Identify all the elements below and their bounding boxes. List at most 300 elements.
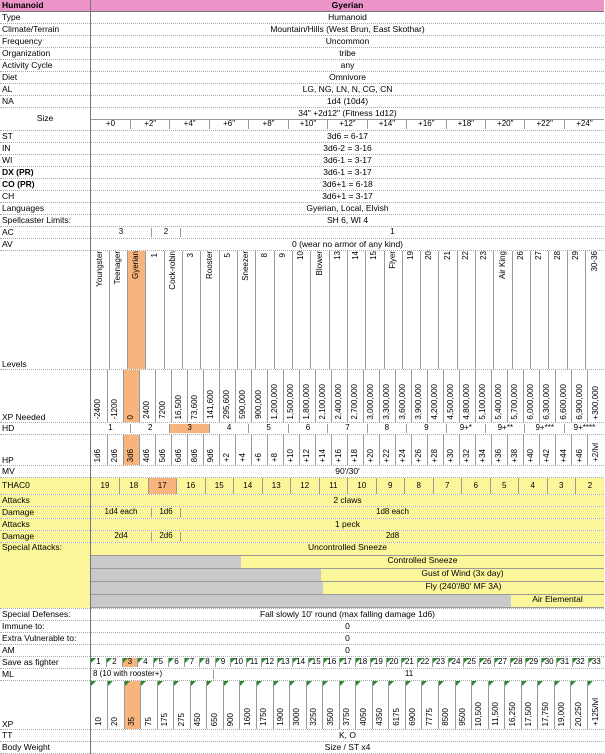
ability-section	[0, 131, 604, 203]
level-cell	[476, 251, 494, 369]
level-cell-text: 26	[515, 251, 525, 260]
save-cell: 25	[464, 658, 480, 667]
hp-cell	[444, 435, 460, 465]
thac0-cell: 15	[205, 478, 234, 494]
immune-label: Immune to:	[0, 621, 91, 633]
thac0-cell: 8	[405, 478, 434, 494]
xp-needed-cell	[428, 370, 444, 422]
xp-needed-cell-text: 73,600	[189, 394, 199, 420]
hd-cell: 5	[249, 424, 288, 433]
thac0-cell: 17	[148, 478, 177, 494]
xp-cell	[505, 681, 522, 729]
hd-cell: 9	[407, 424, 446, 433]
xp-cell	[339, 681, 356, 729]
thac0-cell: 6	[462, 478, 491, 494]
xp-cell	[157, 681, 174, 729]
xp-cell	[472, 681, 489, 729]
hd-row	[0, 423, 604, 435]
ability-st-row	[0, 131, 604, 143]
hp-label: HP	[0, 435, 91, 466]
header-row	[0, 0, 604, 12]
hd-cell: 6	[288, 424, 327, 433]
level-cell-text: Teenager	[113, 251, 123, 285]
hp-cell	[508, 435, 524, 465]
xp-needed-cell	[396, 370, 412, 422]
special-attack-text: Gust of Wind (3x day)	[421, 568, 504, 578]
xp-cell	[323, 681, 340, 729]
xp-cell	[124, 681, 141, 729]
xp-cell	[438, 681, 455, 729]
xp-needed-cell	[476, 370, 492, 422]
xp-needed-cell-text: 3,000,000	[366, 383, 376, 420]
xp-needed-cell	[107, 370, 123, 422]
level-cell-text: 9	[277, 252, 287, 257]
hp-cell	[283, 435, 299, 465]
info-na-value: 1d4 (10d4)	[91, 96, 605, 108]
body-weight-label: Body Weight	[0, 742, 91, 754]
xp-cells	[91, 681, 604, 729]
damage-cell: 2d4	[114, 532, 128, 541]
xp-cell	[488, 681, 505, 729]
size-step: +0	[105, 119, 116, 128]
info-activity-cycle-label: Activity Cycle	[0, 60, 91, 72]
header-name: Gyerian	[91, 0, 605, 12]
thac0-cells	[91, 478, 604, 494]
info-type-row	[0, 12, 604, 24]
hp-cell	[331, 435, 347, 465]
xp-needed-cell-text: 5,100,000	[478, 383, 488, 420]
level-cell	[457, 251, 475, 369]
xp-needed-cell-text: 6,600,000	[558, 383, 568, 420]
level-cell	[201, 251, 219, 369]
thac0-cell: 19	[100, 480, 110, 490]
save-cell: 31	[557, 658, 573, 667]
xp-needed-cell-text: 6,300,000	[542, 383, 552, 420]
immune-row	[0, 621, 604, 633]
hp-cell	[476, 435, 492, 465]
attacks-peck-label: Attacks	[0, 519, 91, 531]
level-cell	[421, 251, 439, 369]
save-cell: 24	[448, 658, 464, 667]
xp-cell-text: 10,500	[474, 701, 484, 727]
level-cell-text: Rooster	[204, 251, 214, 280]
xp-needed-cell	[348, 370, 364, 422]
xp-needed-cell-text: -2400	[93, 398, 103, 420]
damage-cell: 2d8	[181, 532, 605, 541]
attacks-claws-value: 2 claws	[91, 495, 605, 507]
hp-cell	[235, 435, 251, 465]
save-cell: 33	[588, 658, 604, 667]
ac-cell: 1	[181, 228, 605, 237]
level-cell	[347, 251, 365, 369]
info-na-label: NA	[0, 96, 91, 108]
hp-cells	[91, 435, 604, 465]
xp-needed-cell-text: 6,000,000	[526, 383, 536, 420]
thac0-cell: 9	[376, 478, 405, 494]
level-cell	[512, 251, 530, 369]
xp-needed-cell	[524, 370, 540, 422]
xp-cell-text: 1750	[259, 708, 269, 727]
xp-cell	[356, 681, 373, 729]
hp-cell	[219, 435, 235, 465]
size-step: +16"	[407, 120, 446, 129]
xp-needed-cell	[412, 370, 428, 422]
xp-needed-cell-text: 2,100,000	[318, 383, 328, 420]
xp-needed-cell	[380, 370, 396, 422]
damage-peck-row	[0, 531, 604, 543]
special-attack-bar	[91, 582, 604, 595]
ability-ch-row	[0, 191, 604, 203]
level-cell-text: Blower	[314, 251, 324, 276]
save-cell: 3	[122, 658, 138, 667]
info-frequency-label: Frequency	[0, 36, 91, 48]
ac-cell: 2	[152, 228, 181, 237]
special-attack-text: Fly (240'/80' MF 3A)	[425, 581, 502, 591]
size-step: +12"	[328, 120, 367, 129]
mv-label: MV	[0, 466, 91, 478]
ability-ch-value: 3d6+1 = 3-17	[91, 191, 605, 203]
ability-in-label: IN	[0, 143, 91, 155]
xp-cell-text: 3000	[292, 708, 302, 727]
damage-claws-row	[0, 507, 604, 519]
special-defenses-row	[0, 609, 604, 621]
save-cell: 26	[479, 658, 495, 667]
ac-row	[0, 227, 604, 239]
ability-co-pr--row	[0, 179, 604, 191]
save-cell: 19	[371, 658, 387, 667]
level-cell-text: 19	[406, 251, 416, 260]
save-row	[0, 657, 604, 669]
save-cell: 10	[231, 658, 247, 667]
am-value: 0	[91, 645, 605, 657]
hp-cell	[492, 435, 508, 465]
hp-cell-text: +4	[237, 453, 247, 463]
hp-cell-text: 6d6	[173, 448, 183, 463]
hd-cell: 3	[170, 424, 209, 433]
thac0-label: THAC0	[0, 478, 91, 495]
levels-label: Levels	[0, 251, 91, 370]
info-na-row	[0, 96, 604, 108]
hp-cell	[396, 435, 412, 465]
body-weight-row	[0, 742, 604, 754]
xp-cell-text: 3250	[308, 708, 318, 727]
save-cell: 6	[169, 658, 185, 667]
xp-cell-text: 6175	[391, 708, 401, 727]
hp-cell-text: 1d6	[93, 448, 103, 463]
save-cell: 17	[340, 658, 356, 667]
size-step: +24"	[564, 120, 604, 129]
xp-needed-cell-text: 5,700,000	[510, 383, 520, 420]
thac0-cell: 13	[262, 478, 291, 494]
hp-cell-text: +42	[542, 448, 552, 463]
xp-needed-cell-text: 6,900,000	[574, 383, 584, 420]
hp-cell-text: +28	[430, 448, 440, 463]
av-row	[0, 239, 604, 251]
hp-cell	[107, 435, 123, 465]
level-cell-text: 1	[149, 252, 159, 257]
xp-needed-cell-text: +300,000	[590, 385, 600, 420]
info-climate-terrain-value: Mountain/Hills (West Brun, East Skothar)	[91, 24, 605, 36]
xp-needed-cell	[123, 370, 139, 422]
save-cell: 14	[293, 658, 309, 667]
save-cell: 12	[262, 658, 278, 667]
special-attack-bar	[91, 569, 604, 582]
xp-needed-cell-text: 4,500,000	[446, 383, 456, 420]
attacks-peck-value: 1 peck	[91, 519, 605, 531]
level-cell-text: 5	[222, 252, 232, 257]
hp-cell-text: 3d6	[125, 448, 135, 463]
hp-cell-text: 2d6	[109, 448, 119, 463]
xp-cell	[141, 681, 158, 729]
save-cell: 28	[510, 658, 526, 667]
xp-cell-text: 35	[126, 717, 136, 727]
save-label: Save as fighter	[0, 657, 91, 669]
xp-label: XP	[0, 681, 91, 730]
hp-cell	[299, 435, 315, 465]
xp-needed-cell-text: 1,200,000	[269, 383, 279, 420]
thac0-row	[0, 478, 604, 495]
xp-needed-cell-text: 2,400,000	[334, 383, 344, 420]
level-cell	[402, 251, 420, 369]
xp-cell	[389, 681, 406, 729]
xp-needed-cells	[91, 370, 604, 422]
xp-needed-cell	[171, 370, 187, 422]
hd-cell: 2	[130, 424, 169, 433]
level-cell-text: 28	[552, 251, 562, 260]
hp-cell	[588, 435, 604, 465]
xp-needed-cell	[203, 370, 219, 422]
xp-cell-text: 275	[176, 712, 186, 727]
xp-needed-cell	[508, 370, 524, 422]
level-cell	[585, 251, 604, 369]
special-attacks-row	[0, 543, 604, 609]
xp-cell-text: 3500	[325, 708, 335, 727]
hp-cell	[348, 435, 364, 465]
xp-cell-text: 20	[110, 717, 120, 727]
info-organization-row	[0, 48, 604, 60]
level-cell-text: 15	[369, 251, 379, 260]
xp-cell-text: 900	[226, 712, 236, 727]
hp-cell	[251, 435, 267, 465]
vulnerable-row	[0, 633, 604, 645]
spellcaster-label: Spellcaster Limits:	[0, 215, 91, 227]
info-organization-label: Organization	[0, 48, 91, 60]
languages-value: Gyerian, Local, Elvish	[91, 203, 605, 215]
special-attack-text: Uncontrolled Sneeze	[308, 542, 387, 552]
level-cell-text: 14	[351, 251, 361, 260]
tt-value: K, O	[91, 730, 605, 742]
level-cell	[292, 251, 310, 369]
vulnerable-label: Extra Vulnerable to:	[0, 633, 91, 645]
hd-label: HD	[0, 423, 91, 435]
xp-cell-text: 7775	[424, 708, 434, 727]
size-step: +18"	[446, 120, 485, 129]
xp-row	[0, 681, 604, 730]
header-label: Humanoid	[0, 0, 91, 12]
special-attack-gray	[91, 556, 241, 568]
damage-peck-label: Damage	[0, 531, 91, 543]
ability-in-row	[0, 143, 604, 155]
hp-cell	[91, 435, 107, 465]
ability-wi-label: WI	[0, 155, 91, 167]
hp-cell-text: +10	[285, 448, 295, 463]
hp-cell-text: 8d6	[189, 448, 199, 463]
xp-cell	[240, 681, 257, 729]
thac0-cell: 3	[547, 478, 576, 494]
size-step: +4"	[170, 120, 209, 129]
hd-cell: 9+****	[564, 424, 604, 433]
ability-dx-pr--row	[0, 167, 604, 179]
level-cell-text: Cock-robin	[168, 251, 177, 290]
damage-claws-label: Damage	[0, 507, 91, 519]
damage-peck-cells	[91, 532, 604, 541]
hp-cell	[315, 435, 331, 465]
levels-row	[0, 251, 604, 370]
hp-cell	[123, 435, 139, 465]
xp-cell-text: 3750	[342, 708, 352, 727]
info-section	[0, 12, 604, 108]
info-type-value: Humanoid	[91, 12, 605, 24]
info-type-label: Type	[0, 12, 91, 24]
xp-needed-cell	[91, 370, 107, 422]
hd-cell: 9+*	[446, 424, 485, 433]
info-al-label: AL	[0, 84, 91, 96]
ability-ch-label: CH	[0, 191, 91, 203]
thac0-cell: 4	[519, 478, 548, 494]
hp-cell-text: +26	[414, 448, 424, 463]
hp-cell-text: +2/lvl	[590, 443, 600, 463]
level-cell	[494, 251, 512, 369]
hp-cell-text: +16	[334, 448, 344, 463]
info-diet-label: Diet	[0, 72, 91, 84]
hp-cell	[556, 435, 572, 465]
hp-cell	[380, 435, 396, 465]
am-label: AM	[0, 645, 91, 657]
info-al-value: LG, NG, LN, N, CG, CN	[91, 84, 605, 96]
xp-cell-text: 75	[143, 717, 153, 727]
info-climate-terrain-label: Climate/Terrain	[0, 24, 91, 36]
save-cell: 32	[572, 658, 588, 667]
mv-value: 90'/30'	[91, 466, 605, 478]
levels-cells	[91, 251, 604, 369]
save-cell: 13	[277, 658, 293, 667]
ml-values	[91, 670, 604, 679]
xp-cell	[538, 681, 555, 729]
xp-needed-cell	[492, 370, 508, 422]
xp-cell-text: +125/lvl	[590, 698, 600, 727]
size-step: +2"	[130, 120, 169, 129]
xp-cell	[273, 681, 290, 729]
xp-needed-cell-text: 0	[125, 414, 135, 420]
xp-needed-cell-text: 2400	[141, 401, 151, 420]
xp-cell-text: 11,500	[491, 702, 500, 727]
hp-cell	[572, 435, 588, 465]
hp-cell	[171, 435, 187, 465]
am-row	[0, 645, 604, 657]
level-cell-text: Sneezer	[241, 251, 251, 281]
spellcaster-row	[0, 215, 604, 227]
xp-needed-cell-text: 4,200,000	[430, 383, 440, 420]
hp-cell-text: +8	[269, 453, 279, 463]
ability-in-value: 3d6-2 = 3-16	[91, 143, 605, 155]
save-cell: 30	[541, 658, 557, 667]
hp-cell	[540, 435, 556, 465]
damage-cell: 1d4 each	[104, 508, 138, 517]
level-cell	[91, 251, 109, 369]
save-cells	[91, 658, 604, 667]
save-cell: 4	[138, 658, 154, 667]
level-cell-text: 3	[186, 252, 196, 257]
level-cell-text: Gyerian	[131, 251, 141, 280]
xp-cell-text: 9500	[457, 708, 467, 727]
thac0-cell: 10	[348, 478, 377, 494]
hp-cell	[428, 435, 444, 465]
info-frequency-row	[0, 36, 604, 48]
info-al-row	[0, 84, 604, 96]
hp-cell-text: +2	[221, 453, 231, 463]
save-cell: 15	[308, 658, 324, 667]
size-step: +14"	[367, 120, 406, 129]
xp-needed-cell-text: 3,300,000	[382, 383, 392, 420]
xp-needed-cell-text: 590,000	[237, 390, 247, 420]
xp-cell-text: 1900	[275, 708, 285, 727]
thac0-cell: 14	[234, 478, 263, 494]
hp-cell	[203, 435, 219, 465]
xp-needed-cell-text: 1,500,000	[285, 383, 295, 420]
info-organization-value: tribe	[91, 48, 605, 60]
thac0-cell: 11	[319, 478, 348, 494]
xp-cell	[554, 681, 571, 729]
xp-needed-cell	[155, 370, 171, 422]
xp-cell-text: 17,500	[524, 701, 534, 727]
hp-cell-text: +18	[350, 448, 360, 463]
xp-needed-cell	[139, 370, 155, 422]
ml-row	[0, 669, 604, 681]
hp-cell-text: +46	[574, 448, 584, 463]
xp-needed-row	[0, 370, 604, 423]
save-cell: 9	[215, 658, 231, 667]
save-cell: 29	[526, 658, 542, 667]
xp-needed-cell-text: 7200	[157, 401, 167, 420]
xp-cell	[91, 681, 108, 729]
xp-needed-cell-text: 3,900,000	[414, 383, 424, 420]
level-cell-text: 23	[479, 251, 489, 260]
xp-cell-text: 1600	[242, 708, 252, 727]
hd-cell: 9+***	[525, 424, 564, 433]
hp-cell-text: +20	[366, 448, 376, 463]
ml-cell: 8 (10 with rooster+)	[93, 670, 163, 679]
xp-cell-text: 6900	[408, 708, 418, 727]
xp-needed-cell-text: 5,400,000	[494, 383, 504, 420]
level-cell	[384, 251, 402, 369]
level-cell-text: 22	[461, 251, 470, 260]
level-cell-text: Youngster	[94, 251, 104, 287]
hp-cell-text: +38	[510, 448, 520, 463]
damage-cell: 2d6	[152, 532, 181, 541]
xp-cell-text: 4350	[375, 708, 385, 727]
save-cell: 11	[246, 658, 262, 667]
level-cell	[329, 251, 347, 369]
level-cell	[146, 251, 164, 369]
xp-cell	[174, 681, 191, 729]
xp-needed-cell-text: 295,600	[221, 390, 231, 420]
xp-cell	[587, 681, 604, 729]
xp-cell	[422, 681, 439, 729]
hp-cell-text: +44	[558, 448, 568, 463]
av-label: AV	[0, 239, 91, 251]
hd-cell: 8	[367, 424, 406, 433]
damage-cell: 1d6	[152, 508, 181, 517]
